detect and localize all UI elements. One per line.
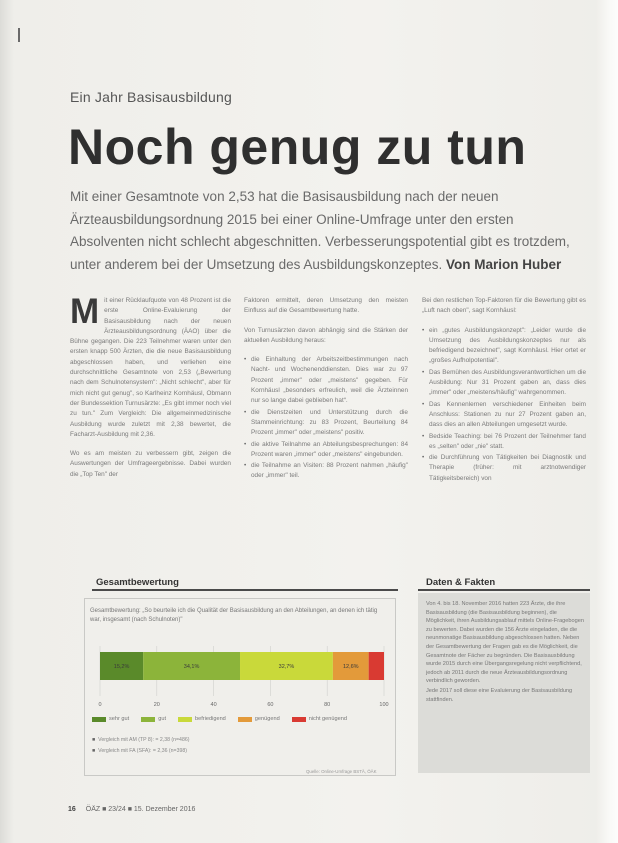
facts-paragraph: Jede 2017 soll diese eine Evaluierung der Basisausbildung stattfinden. <box>426 687 573 703</box>
note-text: Vergleich mit AM (TP 8): = 2,38 (n=486) <box>98 737 190 743</box>
body-column-1 <box>70 292 231 489</box>
bar-data-label: 34,1% <box>183 664 200 670</box>
facts-paragraph: Von 4. bis 18. November 2016 hatten 223 Ärzte, die ihre Basisausbildung (die Basisausbildung beginnen), die Möglichkeit, ihren Ausbildungsablauf mittels Online-Fragebogen zu bewerten. Dabei wurden die 156 Ärzte eingeladen, die die neunmonatige Basisausbildung abgeschlossen hatten. Neben der Gesamtbewertung der Fragen gab es die Möglichkeit, die Gesamtnote der Fächer zu begründen. Die Basisausbildung wurde 2015 durch eine Übergangsregelung nicht verpflichtend, jedoch ab 2011 durch die neue Ärzteausbildungsordnung verbindlich geworden. <box>426 601 584 685</box>
bar-segment-nicht-genügend <box>369 652 384 680</box>
improvement-list <box>422 326 586 484</box>
body-paragraph: Von Turnusärzten davon abhängig sind die Stärken der aktuellen Ausbildung heraus: <box>244 326 408 344</box>
facts-title: Daten & Fakten <box>426 577 496 588</box>
chart-source: Quelle: Online-Umfrage BSTÄ, ÖÄK <box>306 769 377 774</box>
list-item: • ein „gutes Ausbildungskonzept": „Leider wurde die Umsetzung des Ausbildungskonzeptes nur als befriedigend bezeichnet", sagt Kornhäusl. Hier ortet er „großes Aufholpotential". <box>422 326 586 367</box>
note-bullet-icon: ■ <box>92 737 96 743</box>
x-tick-label: 20 <box>153 702 160 708</box>
list-item: • Das Bemühen des Ausbildungsverantwortlichen um die Ausbildung: Nur 31 Prozent gaben an, dass dies „immer" oder „meistens/häufig" wahrgenommen. <box>422 368 586 399</box>
section-rule <box>418 589 590 591</box>
body-paragraph: Wo es am meisten zu verbessern gibt, zeigen die Auswertungen der Umfrageergebnisse. Dabei wurden die „Top Ten" der <box>70 450 231 478</box>
legend-swatch <box>141 717 155 722</box>
x-tick-label: 100 <box>379 702 389 708</box>
legend-swatch <box>238 717 252 722</box>
bar-data-label: 32,7% <box>278 664 295 670</box>
note-bullet-icon: ■ <box>92 747 96 754</box>
body-text: it einer Rücklaufquote von 48 Prozent ist die erste Online-Evaluierung der Basisausbildung nach der neuen Ärzteausbildungsordnung (ÄAO) über die Bühne gegangen. Die 223 Teilnehmer waren unter den ersten knapp 500 Ärzten, die die neue Basisausbildung abgeschlossen haben, und verliehen eine durchschnittliche Gesamtnote von 2,53 („Bewertung nach dem Schulnotensystem": „Nicht schlecht", aber für mich nicht gut genug", so Karlheinz Kornhäusl, Obmann der Bundessektion Turnusärzte: „Es gibt immer noch viel zu tun." Zum Vergleich: Die allgemeinmedizinische Ausbildung wurde zuletzt mit 2,38 bewertet, die Facharzt-Ausbildung mit 2,36. <box>70 297 231 438</box>
chart-note <box>92 746 189 757</box>
article-headline: Noch genug zu tun <box>68 119 527 175</box>
stacked-bar-chart <box>84 640 396 716</box>
lead-text: Mit einer Gesamtnote von 2,53 hat die Basisausbildung nach der neuen Ärzteausbildungsordnung 2015 bei einer Online-Umfrage unter den ersten Absolventen nicht schlecht abgeschnitten. Verbesserungspotential gibt es trotzdem, unter anderem bei der Umsetzung des Ausbildungskonzeptes. <box>70 189 570 272</box>
strengths-list <box>244 355 408 482</box>
section-rule <box>92 589 398 591</box>
note-text: Vergleich mit FA (SFA): = 2,36 (n=398) <box>98 747 187 754</box>
legend-swatch <box>292 717 306 722</box>
list-item: • Das Kennenlernen verschiedener Einheiten beim Anschluss: Stationen zu nur 27 Prozent gaben an, dass dies an allen Abteilungen umgesetzt wurde. <box>422 400 586 431</box>
bar-data-label: 15,2% <box>113 664 130 670</box>
legend-swatch <box>92 717 106 722</box>
legend-label: befriedigend <box>195 716 226 722</box>
legend-item <box>178 716 226 722</box>
legend-label: nicht genügend <box>308 716 347 722</box>
list-item: • die Dienstzeiten und Unterstützung durch die Stammeinrichtung: zu 83 Prozent, Beurteilung 84 Prozent „immer" oder „meistens" positiv. <box>244 408 408 439</box>
chart-section-title: Gesamtbewertung <box>96 577 179 588</box>
page-edge-shade <box>596 0 618 843</box>
body-paragraph: Bei den restlichen Top-Faktoren für die Bewertung gibt es „Luft nach oben", sagt Kornhäusl: <box>422 297 586 315</box>
list-item: • die aktive Teilnahme an Abteilungsbesprechungen: 84 Prozent waren „immer" oder „meistens" eingebunden. <box>244 440 408 461</box>
page-footer <box>68 806 195 813</box>
article-author: Von Marion Huber <box>446 256 562 272</box>
x-tick-label: 80 <box>324 702 331 708</box>
x-tick-label: 0 <box>98 702 102 708</box>
x-tick-label: 60 <box>267 702 274 708</box>
legend-item <box>238 716 280 722</box>
body-paragraph: Faktoren ermittelt, deren Umsetzung den meisten Einfluss auf die Gesamtbewertung hatte. <box>244 297 408 315</box>
chart-notes <box>92 735 189 756</box>
page-number: 16 <box>68 806 76 813</box>
facts-text <box>426 600 584 705</box>
x-tick-label: 40 <box>210 702 217 708</box>
article-lead <box>70 186 580 276</box>
body-column-2 <box>244 296 408 483</box>
chart-legend <box>92 716 392 724</box>
body-paragraph <box>70 292 231 440</box>
body-column-3 <box>422 296 586 485</box>
binding-mark <box>18 28 20 42</box>
legend-item <box>292 716 347 722</box>
article-kicker: Ein Jahr Basisausbildung <box>70 89 233 105</box>
issue-line: ÖÄZ ■ 23/24 ■ 15. Dezember 2016 <box>85 806 196 813</box>
list-item: • die Teilnahme an Visiten: 88 Prozent nahmen „häufig" oder „immer" teil. <box>244 461 408 482</box>
legend-label: sehr gut <box>109 716 130 722</box>
chart-question: Gesamtbewertung: „So beurteile ich die Qualität der Basisausbildung an den Abteilungen, an denen ich tätig war, insgesamt (nach Schulnoten)" <box>90 608 378 623</box>
chart-note <box>92 735 189 746</box>
list-item: • Bedside Teaching: bei 76 Prozent der Teilnehmer fand es „selten" oder „nie" statt. <box>422 432 586 453</box>
drop-cap: M <box>70 292 100 331</box>
legend-item <box>92 716 129 722</box>
list-item: • die Durchführung von Tätigkeiten bei Diagnostik und Therapie (früher: mit arztnotwendiger Tätigkeitsbereich) von <box>422 453 586 484</box>
legend-label: genügend <box>254 716 280 722</box>
list-item: • die Einhaltung der Arbeitszeitbestimmungen nach Nacht- und Wochenenddiensten. Dies war zu 97 Prozent „immer" oder „meistens" gegeben. Für Kornhäusl „besonders erfreulich, weil die Ärzteinnen nur so lange dabei geblieben hat“. <box>244 355 408 406</box>
bar-data-label: 12,6% <box>342 664 359 670</box>
legend-item <box>141 716 166 722</box>
legend-label: gut <box>158 716 166 722</box>
legend-swatch <box>178 717 192 722</box>
